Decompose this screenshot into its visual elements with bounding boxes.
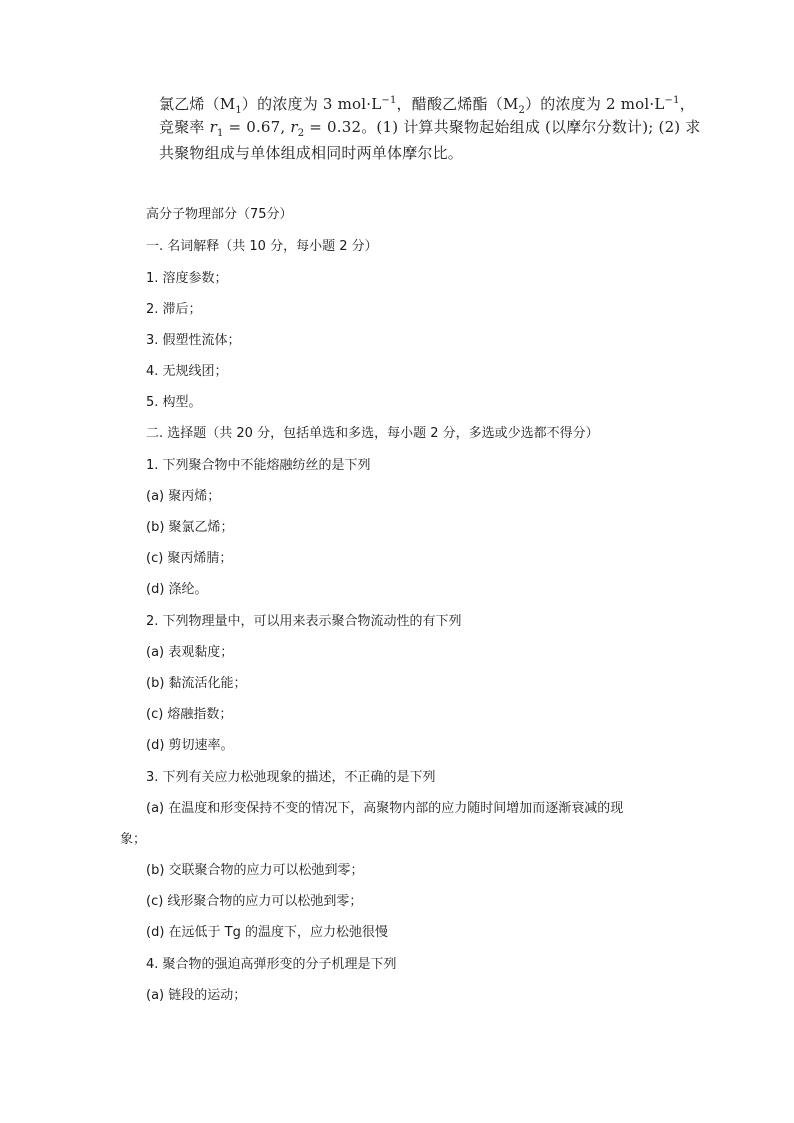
part1-item: 4. 无规线团； bbox=[146, 364, 228, 379]
question-option: (b) 黏流活化能； bbox=[146, 676, 247, 691]
question-stem: 2. 下列物理量中，可以用来表示聚合物流动性的有下列 bbox=[146, 614, 462, 629]
question-option: (a) 表观黏度； bbox=[146, 645, 234, 660]
question-stem: 4. 聚合物的强迫高弹形变的分子机理是下列 bbox=[146, 957, 397, 972]
question-stem: 1. 下列聚合物中不能熔融纺丝的是下列 bbox=[146, 458, 371, 473]
question-option: (d) 涤纶。 bbox=[146, 582, 208, 597]
question-option: (b) 交联聚合物的应力可以松弛到零； bbox=[146, 863, 364, 878]
question-option: (a) 链段的运动； bbox=[146, 988, 247, 1003]
question-option: (a) 在温度和形变保持不变的情况下，高聚物内部的应力随时间增加而逐渐衰减的现 bbox=[146, 801, 624, 816]
question-option: (b) 聚氯乙烯； bbox=[146, 520, 234, 535]
section-title: 高分子物理部分（75分） bbox=[146, 207, 293, 222]
question-option: (d) 在远低于 Tg 的温度下，应力松弛很慢 bbox=[146, 925, 388, 940]
part1-item: 5. 构型。 bbox=[146, 395, 202, 410]
part1-heading: 一. 名词解释（共 10 分，每小题 2 分） bbox=[146, 239, 378, 254]
question-option: (c) 线形聚合物的应力可以松弛到零； bbox=[146, 894, 363, 909]
question-option: (a) 聚丙烯； bbox=[146, 489, 221, 504]
question-option-continuation: 象； bbox=[120, 832, 147, 847]
intro-line-1: 氯乙烯$(M_1)$的浓度为 3 $mol\cdot L^{-1}$，醋酸乙烯酯$(M_2)$的浓度为 2 $mol\cdot L^{-1}$， bbox=[159, 95, 695, 116]
part1-item: 1. 溶度参数； bbox=[146, 271, 228, 286]
part2-heading: 二. 选择题（共 20 分，包括单选和多选，每小题 2 分，多选或少选都不得分） bbox=[146, 426, 599, 441]
part1-item: 3. 假塑性流体； bbox=[146, 333, 241, 348]
part1-item: 2. 滞后； bbox=[146, 302, 202, 317]
question-option: (c) 聚丙烯腈； bbox=[146, 551, 233, 566]
intro-problem-text bbox=[159, 88, 701, 166]
intro-line-3: 共聚物组成与单体组成相同时两单体摩尔比。 bbox=[159, 144, 464, 162]
question-option: (d) 剪切速率。 bbox=[146, 738, 234, 753]
question-option: (c) 熔融指数； bbox=[146, 707, 233, 722]
intro-line-2: 竞聚率 $r_1 = 0.67$, $r_2 = 0.32$。(1) 计算共聚物起始组成 (以摩尔分数计); (2) 求 bbox=[159, 118, 701, 139]
question-stem: 3. 下列有关应力松弛现象的描述，不正确的是下列 bbox=[146, 770, 436, 785]
